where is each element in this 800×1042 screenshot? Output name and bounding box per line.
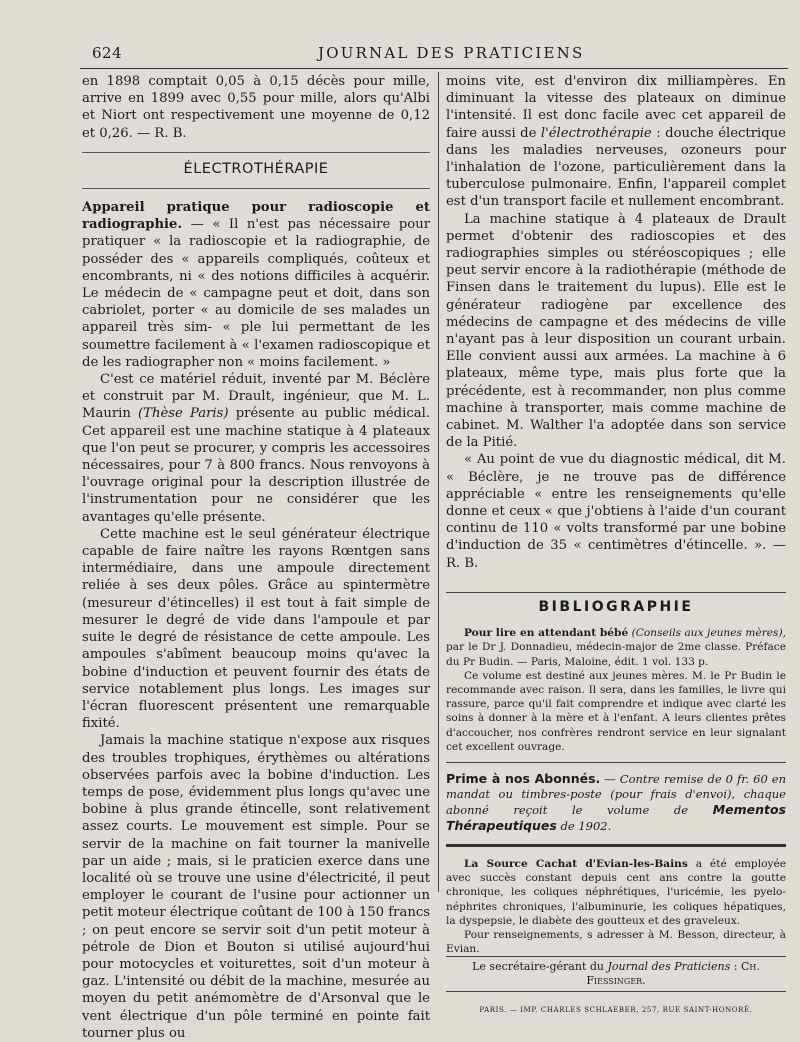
cachat-paragraph <box>446 857 786 928</box>
p2-text-a: C'est ce matériel réduit, inventé par M. Béclère et construit par M. Drault, ingénieur, que M. L. Maurin <box>82 372 430 422</box>
journal-name: Journal des Praticiens <box>607 960 731 974</box>
r1-text-a: moins vite, est d'environ dix milliampères. En diminuant la vitesse des plateaux on diminue l'intensité. Il est donc facile avec cet appareil de faire aussi de <box>446 74 786 141</box>
signature-text-b: : Ch. Fiessinger. <box>586 960 760 988</box>
signature-text-a: Le secrétaire-gérant du <box>472 960 604 974</box>
right-paragraph-2: La machine statique à 4 plateaux de Drault permet d'obtenir des radioscopies et des radiographies simples ou stéréoscopiques ; elle peut servir encore à la radiothérapie (méthode de Finsen dans le traitement du lupus). Elle est le générateur radiogène par excellence des médecins de campagne et des médecins de ville n'ayant pas à leur disposition un courant urbain. Elle convient aussi aux armées. La machine à 6 plateaux, même type, mais plus forte que la précédente, est à recommander, non plus comme machine à transporter, mais comme machine de cabinet. M. Walther l'a adoptée dans son service de la Pitié. <box>446 211 786 451</box>
book-title: Pour lire en attendant bébé <box>464 627 629 640</box>
divider-1 <box>446 762 786 763</box>
book-subtitle: (Conseils aux jeunes mères), <box>631 627 786 640</box>
journal-title: JOURNAL DES PRATICIENS <box>318 44 585 62</box>
right-paragraph-1 <box>446 73 786 211</box>
left-paragraph-0: en 1898 comptait 0,05 à 0,15 décès pour mille, arrive en 1899 avec 0,55 pour mille, alors qu'Albi et Niort ont respectivement une moyenne de 0,12 et 0,26. — R. B. <box>82 74 430 141</box>
electrotherapy-term: l'électrothérapie <box>540 125 652 141</box>
cachat-description: a été employée avec succès constant depuis cent ans contre la goutte chronique, les coliques néphrétiques, l'uricémie, les pyelo-néphrites chroniques, l'albuminurie, les coliques hépatiques, la dyspepsie, le diabète des goutteux et des graveleux. <box>446 857 787 927</box>
article-title: Appareil pratique pour radioscopie et radiographie. <box>82 200 430 233</box>
article-paragraph-3: Cette machine est le seul générateur électrique capable de faire naître les rayons Rœntgen sans intermédiaire, dans une ampoule directement reliée à ses deux pôles. Grâce au spintermètre (mesureur d'étincelles) il est tout à fait simple de mesurer le degré de vide dans l'ampoule et par suite le degré de résistance de cette ampoule. Les ampoules s'abîment beaucoup moins qu'avec la bobine d'induction et peuvent fournir des états de service notablement plus longs. Les images sur l'écran fluorescent présentent une remarquable fixité. <box>82 526 430 732</box>
cachat-source: La Source Cachat d'Evian-les-Bains <box>464 857 688 870</box>
memento-year: de 1902. <box>560 818 612 833</box>
editor-signature <box>446 956 786 992</box>
section-title: ÉLECTROTHÉRAPIE <box>82 152 430 178</box>
divider-2 <box>446 844 786 847</box>
article-paragraph-1 <box>82 199 430 371</box>
article-paragraph-4: Jamais la machine statique n'expose aux risques des troubles trophiques, érythèmes ou altérations observées parfois avec la bobine d'induction. Les temps de pose, évidemment plus longs qu'avec une bobine à plus grande étincelle, sont relativement assez courts. Le mouvement est simple. Pour se servir de la machine on fait tourner la manivelle par un aide ; mais, si le praticien exerce dans une localité où se trouve une usine d'électricité, il peut employer le courant de l'usine pour actionner un petit moteur électrique coûtant de 100 à 150 francs ; on peut encore se servir soit d'un petit moteur à pétrole de Dion et Bouton si utilisé aujourd'hui pour motocycles et voiturettes, soit d'un moteur à gaz. L'intensité ou débit de la machine, mesurée au moyen du petit anémomètre de d'Arsonval que le vent électrique d'un pôle terminé en pointe fait tourner plus ou <box>82 733 430 1041</box>
page-header <box>0 0 800 60</box>
section-rule <box>82 188 430 189</box>
article-quote: — « Il n'est pas nécessaire pour pratiquer « la radioscopie et la radiographie, de posséder des « appareils compliqués, coûteux et encombrants, ni « des notions difficiles à acquérir. Le médecin de « campagne peut et doit, dans son cabriolet, porter « au domicile de ses malades un appareil très sim- « ple lui permettant de les soumettre facilement à « l'examen radioscopique et de les radiographer non « moins facilement. » <box>82 217 430 370</box>
memento-title: Mementos Thérapeutiques <box>446 801 787 833</box>
right-paragraph-3: « Au point de vue du diagnostic médical, dit M. « Béclère, je ne trouve pas de différence appréciable « entre les renseignements qu'elle donne et ceux « que j'obtiens à l'aide d'un courant continu de 110 « volts transformé par une bobine d'induction de 35 « centimètres d'étincelle. ». — R. B. <box>446 452 786 571</box>
bibliography-title: BIBLIOGRAPHIE <box>446 592 786 616</box>
thesis-reference: (Thèse Paris) <box>138 406 229 422</box>
p2-text-b: présente au public médical. Cet appareil est une machine statique à 4 plateaux que l'on peut se procurer, y compris les accessoires nécessaires, pour 7 à 800 francs. Nous renvoyons à l'ouvrage original pour la description illustrée de l'instrumentation pour ne considérer que les avantages qu'elle présente. <box>82 406 430 525</box>
subscriber-offer <box>446 771 786 834</box>
left-column <box>82 73 430 1042</box>
printer-imprint: PARIS. — IMP. CHARLES SCHLAEBER, 257, RUE SAINT-HONORÉ. <box>479 1006 753 1015</box>
right-column <box>446 73 786 1020</box>
bibliography-citation <box>446 626 786 669</box>
header-rule <box>80 68 788 69</box>
book-author: par le Dr J. Donnadieu, médecin-major de 2me classe. Préface du Pr Budin. — Paris, Maloine, édit. 1 vol. 133 p. <box>446 641 786 668</box>
article-paragraph-2 <box>82 371 430 526</box>
column-rule <box>438 72 439 892</box>
cachat-contact: Pour renseignements, s adresser à M. Besson, directeur, à Evian. <box>446 928 786 956</box>
r1-text-b: : douche électrique dans les maladies nerveuses, ozoneurs pour l'inhalation de l'ozone, particulièrement dans la tuberculose pulmonaire. Enfin, l'appareil complet est d'un transport facile et nullement encombrant. <box>446 125 786 210</box>
offer-text: — Contre remise de 0 fr. 60 en mandat ou timbres-poste (pour frais d'envoi), chaque abonné reçoit le volume de <box>446 771 786 817</box>
page-number: 624 <box>92 44 123 62</box>
bibliography-review: Ce volume est destiné aux jeunes mères. M. le Pr Budin le recommande avec raison. Il sera, dans les familles, le livre qui rassure, parce qu'il fait comprendre et indique avec clarté les soins à donner à la mère et à l'enfant. A leurs clientes prêtes d'accoucher, nos confrères rendront service en leur signalant cet excellent ouvrage. <box>446 669 786 753</box>
bibliography-entry <box>446 626 786 754</box>
cachat-notice <box>446 857 786 956</box>
offer-label: Prime à nos Abonnés. <box>446 770 601 786</box>
